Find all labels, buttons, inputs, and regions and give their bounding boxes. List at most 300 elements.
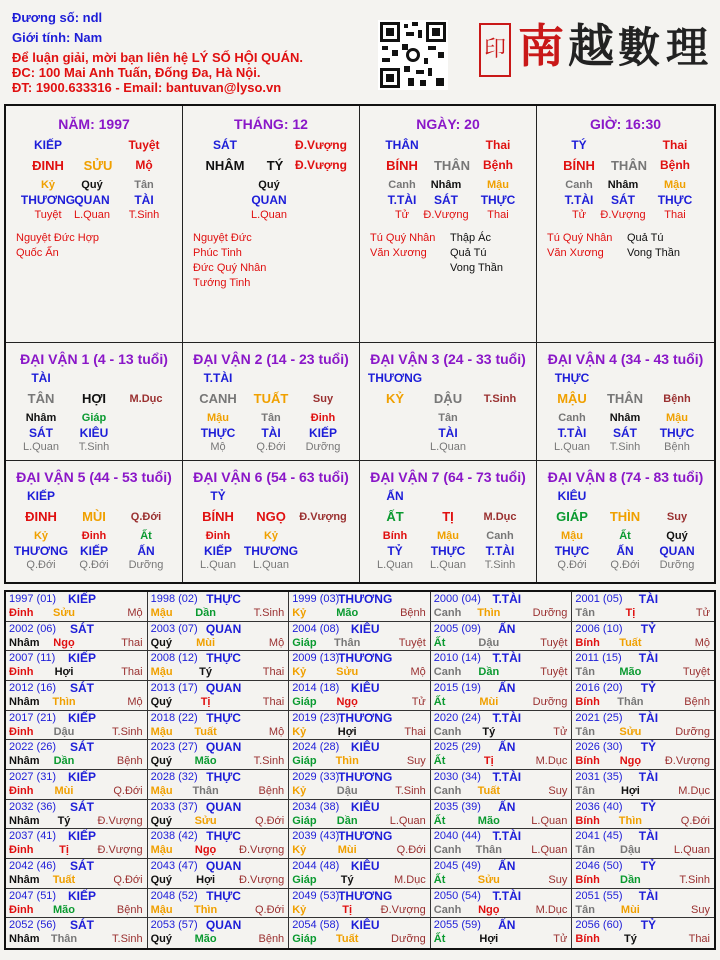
year-label: 2000 (04) [433,593,481,605]
auspicious-star: Tú Quý Nhân [547,232,613,244]
luck-ten-god: ẤN [386,489,404,503]
year-branch: Thìn [193,903,218,916]
year-ten-god: KIẾP [67,829,97,844]
address-line: ĐC: 100 Mai Anh Tuấn, Đống Đa, Hà Nội. [12,65,261,80]
pillar-title: NĂM: 1997 [58,116,130,132]
year-branch: Thân [334,636,361,649]
year-cell [431,622,573,652]
year-stem: Mậu [150,903,173,916]
year-label: 2033 (37) [150,800,198,813]
year-label: 2019 (23) [292,711,340,724]
year-branch: Mùi [337,844,357,857]
year-label: 2030 (34) [433,770,481,783]
year-branch: Sửu [194,814,217,827]
luck-hidden-ten-god: THƯƠNG [243,544,299,558]
year-cell [572,800,714,830]
qr-code-icon[interactable] [378,20,448,90]
luck-branch: THÂN [606,391,644,406]
year-ten-god: QUAN [205,918,242,933]
year-ten-god: KIÊU [350,740,380,755]
luck-title: ĐẠI VẬN 4 (34 - 43 tuổi) [547,351,704,367]
luck-ten-god: KIÊU [557,489,587,503]
luck-branch-status: T.Sinh [483,393,517,405]
luck-hidden-status: Q.Đới [610,559,640,571]
luck-ten-god: TỶ [210,489,226,503]
luck-hidden-stem: Mậu [666,412,688,424]
year-label: 2051 (55) [575,889,623,902]
year-stem: Ất [433,755,446,768]
year-cell [572,622,714,652]
year-status: Mộ [127,695,143,708]
year-cell [431,711,573,741]
year-stem: Nhâm [9,695,40,708]
luck-hidden-status: Q.Đới [557,559,587,571]
luck-hidden-stem: Ất [619,530,631,542]
year-label: 2032 (36) [9,800,57,813]
year-branch: Hợi [54,666,74,679]
year-cell [289,740,431,770]
year-ten-god: KIẾP [67,592,97,606]
year-label: 2013 (17) [150,681,198,694]
year-stem: Quý [150,695,172,708]
year-label: 2008 (12) [150,652,198,665]
year-branch: Dần [195,607,216,619]
year-stem: Tân [575,666,595,679]
luck-hidden-stem: Ất [140,530,152,542]
year-label: 2024 (28) [292,741,340,754]
luck-stem: TÂN [27,391,55,406]
luck-branch: TỊ [442,509,454,524]
year-branch: Ngọ [478,903,500,916]
luck-hidden-status: T.Sinh [78,441,110,453]
logo-char-2: 越 [568,19,614,73]
year-ten-god: TỶ [640,858,657,873]
year-stem: Ất [433,636,446,649]
year-cell [6,800,148,830]
year-ten-god: TÀI [638,592,659,606]
year-branch: Sửu [619,725,642,738]
year-status: Mộ [127,607,143,619]
year-status: T.Sinh [112,933,143,946]
luck-stem: MẬU [557,391,587,406]
pillar-ten-god-status: Thai [662,138,688,152]
year-stem: Nhâm [9,636,40,649]
year-cell [431,800,573,830]
luck-hidden-status: L.Quan [252,559,290,571]
luck-hidden-status: Mộ [210,441,226,453]
auspicious-star: Quốc Ấn [16,247,59,259]
hidden-ten-god: SÁT [434,193,458,207]
pillar-ten-god-status: Thai [485,138,511,152]
luck-hidden-status: L.Quan [429,559,467,571]
year-status: T.Sinh [679,873,710,886]
pillar-branch-status: Đ.Vượng [295,158,347,172]
pillar-branch: THÂN [433,158,471,173]
auspicious-star: Văn Xương [370,247,427,259]
luck-hidden-ten-god: ẤN [137,544,155,558]
year-branch: Thân [617,695,644,708]
year-label: 2027 (31) [9,770,57,783]
year-branch: Tuất [52,873,76,886]
year-cell [431,592,573,622]
year-status: Tử [411,695,426,708]
year-label: 2055 (59) [433,919,481,932]
year-label: 1998 (02) [150,593,198,605]
year-stem: Nhâm [9,814,40,827]
year-ten-god: THỰC [206,710,241,725]
year-branch: Sửu [336,666,359,679]
year-ten-god: QUAN [205,799,242,814]
year-status: Tuyệt [540,636,568,649]
year-stem: Mậu [150,784,173,797]
year-branch: Thìn [477,607,501,619]
luck-hidden-stem: Quý [666,530,688,542]
year-label: 2047 (51) [9,889,57,902]
year-stem: Kỷ [292,725,307,738]
luck-ten-god: THỰC [554,371,590,385]
year-ten-god: KIÊU [350,799,380,814]
luck-branch: DẬU [433,391,463,406]
luck-cell [537,461,714,582]
year-branch: Tị [483,755,494,768]
year-status: T.Sinh [253,607,285,619]
inauspicious-star: Quả Tú [450,247,487,259]
year-cell [148,740,290,770]
year-cell [572,740,714,770]
pillar-cell [6,106,183,343]
year-cell [431,829,573,859]
year-branch: Ngọ [53,636,75,649]
year-cell [6,711,148,741]
year-branch: Mão [53,903,75,916]
year-ten-god: KIÊU [350,918,380,933]
year-cell [148,918,290,948]
year-status: Suy [548,784,568,797]
year-label: 2031 (35) [575,770,623,783]
year-branch: Dần [336,814,358,827]
year-stem: Canh [433,784,462,797]
year-status: Mộ [694,636,710,649]
luck-hidden-ten-god: QUAN [659,544,695,558]
luck-branch-status: M.Dục [129,393,163,405]
pillar-branch-status: Bệnh [483,158,513,172]
year-branch: Tuất [335,933,359,946]
year-branch: Thân [475,844,502,857]
luck-stem: GIÁP [556,509,588,524]
year-branch: Sửu [52,607,76,619]
year-ten-god: T.TÀI [492,769,522,784]
year-cell [431,859,573,889]
year-cell [572,681,714,711]
year-status: Dưỡng [532,607,568,619]
year-status: Tuyệt [398,636,426,649]
year-status: Dưỡng [532,695,568,708]
luck-branch-status: Suy [312,393,334,405]
year-label: 2035 (39) [433,800,481,813]
year-stem: Kỷ [292,903,307,916]
pillar-cell [537,106,714,343]
luck-hidden-stem: Nhâm [25,412,57,424]
pillar-ten-god: SÁT [213,138,237,152]
years-grid [4,590,716,950]
year-stem: Bính [575,814,600,827]
auspicious-star: Nguyệt Đức Hợp [16,232,100,244]
year-status: Q.Đới [396,844,426,857]
year-ten-god: THƯƠNG [338,651,393,666]
pillar-stem: NHÂM [205,158,245,173]
year-status: Suy [548,873,568,886]
year-status: M.Dục [678,784,710,797]
year-cell [572,711,714,741]
year-status: Tuyệt [682,666,710,679]
year-cell [6,918,148,948]
year-cell [6,740,148,770]
hidden-stem: Tân [134,179,154,191]
year-stem: Mậu [150,666,173,679]
luck-ten-god: T.TÀI [203,371,233,385]
year-status: Thai [688,933,710,946]
year-label: 2016 (20) [575,681,623,694]
year-branch: Thân [192,784,219,797]
luck-hidden-ten-god: TÀI [438,426,458,440]
hidden-status: L.Quan [73,209,111,221]
hidden-ten-god: QUAN [251,193,287,207]
year-ten-god: THƯƠNG [338,592,393,606]
luck-title: ĐẠI VẬN 5 (44 - 53 tuổi) [16,469,172,485]
luck-hidden-stem: Canh [558,412,586,424]
year-cell [431,918,573,948]
year-ten-god: ẤN [498,858,516,873]
luck-hidden-status: Dưỡng [128,559,164,571]
pillar-branch-status: Mộ [135,158,153,172]
inauspicious-star: Thập Ác [450,232,491,244]
year-status: Dưỡng [391,933,426,946]
year-label: 2041 (45) [575,830,623,843]
hidden-ten-god: T.TÀI [387,193,417,207]
pillar-ten-god: TÝ [571,138,587,152]
luck-cell [6,343,183,461]
pillar-ten-god-status: Đ.Vượng [295,138,347,152]
year-stem: Mậu [150,844,173,857]
year-cell [572,918,714,948]
luck-hidden-status: L.Quan [376,559,414,571]
year-label: 2015 (19) [433,681,481,694]
year-branch: Thân [50,933,78,946]
brand-logo [478,10,718,80]
luck-hidden-status: Bệnh [664,441,690,453]
year-status: T.Sinh [395,784,426,797]
year-label: 2004 (08) [292,622,340,635]
luck-hidden-status: T.Sinh [609,441,641,453]
year-stem: Kỷ [292,607,307,619]
year-status: Đ.Vượng [97,844,143,857]
hidden-ten-god: QUAN [74,193,110,207]
year-cell [431,681,573,711]
year-label: 1999 (03) [292,593,340,605]
year-ten-god: TÀI [638,888,659,903]
hidden-ten-god: THỰC [657,193,693,207]
year-status: Đ.Vượng [239,844,285,857]
year-branch: Thìn [52,695,76,708]
year-cell [572,592,714,622]
year-cell [148,592,290,622]
year-stem: Giáp [292,755,317,768]
year-status: Mộ [410,666,426,679]
year-cell [6,829,148,859]
year-branch: Mão [194,933,217,946]
year-status: Thai [404,725,426,738]
year-ten-god: QUAN [205,858,242,873]
pillar-ten-god: THÂN [385,138,419,152]
year-cell [289,651,431,681]
year-cell [289,711,431,741]
pillar-cell [183,106,360,343]
year-stem: Đinh [9,844,34,857]
year-branch: Mão [336,607,359,619]
year-stem: Ất [433,814,446,827]
year-label: 2053 (57) [150,919,198,932]
year-label: 2003 (07) [150,622,198,635]
year-branch: Mùi [620,903,640,916]
year-cell [431,770,573,800]
pillar-cell [360,106,537,343]
year-status: L.Quan [531,844,568,857]
year-label: 2045 (49) [433,859,481,872]
year-stem: Nhâm [9,873,40,886]
year-ten-god: THƯƠNG [338,829,393,844]
year-branch: Hợi [337,725,357,738]
year-branch: Tị [625,607,636,619]
year-ten-god: ẤN [498,740,516,755]
year-status: L.Quan [531,814,568,827]
luck-branch-status: Đ.Vượng [299,511,347,523]
hidden-stem: Mậu [664,179,686,191]
year-status: Bệnh [258,933,285,946]
year-status: Đ.Vượng [380,903,426,916]
pillar-title: NGÀY: 20 [416,116,480,132]
year-label: 2049 (53) [292,889,340,902]
year-cell [148,859,290,889]
year-stem: Ất [433,873,446,886]
year-status: T.Sinh [112,725,143,738]
year-label: 2039 (43) [292,830,340,843]
year-ten-god: KIÊU [350,680,380,695]
year-status: Q.Đới [113,784,143,797]
year-label: 2001 (05) [575,593,623,605]
year-status: L.Quan [673,844,710,857]
year-status: M.Dục [535,903,568,916]
year-branch: Thìn [335,755,359,768]
luck-hidden-ten-god: KIẾP [203,544,233,558]
luck-title: ĐẠI VẬN 8 (74 - 83 tuổi) [547,469,704,485]
luck-hidden-ten-god: THỰC [200,426,236,440]
year-branch: Tý [482,725,496,738]
hidden-stem: Nhâm [430,179,462,191]
luck-hidden-ten-god: TỶ [387,544,403,558]
year-label: 2025 (29) [433,741,481,754]
luck-branch-status: Suy [666,511,688,523]
year-ten-god: QUAN [205,740,242,755]
year-ten-god: THƯƠNG [338,769,393,784]
year-status: Suy [406,755,426,768]
year-cell [289,622,431,652]
year-stem: Ất [433,933,446,946]
year-cell [6,770,148,800]
inauspicious-star: Vong Thần [627,247,681,259]
luck-hidden-status: Dưỡng [659,559,695,571]
logo-char-3: 數 [618,23,661,72]
year-stem: Kỷ [292,844,307,857]
luck-branch-status: M.Dục [483,511,517,523]
pillar-stem: ĐINH [32,158,64,173]
year-ten-god: QUAN [205,621,242,636]
luck-hidden-status: L.Quan [553,441,591,453]
year-stem: Giáp [292,636,317,649]
hidden-stem: Mậu [487,179,509,191]
year-status: Tử [553,933,568,946]
luck-hidden-ten-god: THỰC [659,426,695,440]
year-cell [148,622,290,652]
year-status: Q.Đới [680,814,710,827]
year-status: Bệnh [400,607,426,619]
year-status: Bệnh [258,784,285,797]
year-cell [431,740,573,770]
header [0,0,720,100]
luck-stem: ẤT [386,509,404,524]
year-label: 2012 (16) [9,681,57,694]
year-ten-god: KIẾP [67,769,97,784]
year-cell [148,681,290,711]
year-cell [148,651,290,681]
year-stem: Tân [575,607,595,619]
year-branch: Thìn [618,814,642,827]
hidden-status: Thai [487,209,509,221]
year-status: Thai [121,636,143,649]
luck-hidden-stem: Kỷ [33,530,49,542]
inauspicious-star: Quả Tú [627,232,664,244]
year-cell [572,889,714,919]
luck-title: ĐẠI VẬN 1 (4 - 13 tuổi) [20,351,168,367]
year-cell [148,770,290,800]
year-status: Mộ [268,636,285,649]
year-status: Thai [262,695,285,708]
auspicious-star: Phúc Tinh [193,247,242,259]
luck-hidden-ten-god: SÁT [613,426,637,440]
year-status: M.Dục [394,873,426,886]
year-stem: Đinh [9,725,34,738]
year-ten-god: TÀI [638,710,659,725]
luck-cell [6,461,183,582]
year-branch: Mão [194,755,217,768]
year-label: 2017 (21) [9,711,57,724]
luck-hidden-stem: Bính [382,530,408,542]
year-label: 2022 (26) [9,741,57,754]
year-label: 2026 (30) [575,741,623,754]
year-label: 2038 (42) [150,830,198,843]
year-stem: Bính [575,933,600,946]
year-ten-god: TỶ [640,621,657,636]
year-label: 2042 (46) [9,859,57,872]
year-status: T.Sinh [253,755,285,768]
year-ten-god: ẤN [498,918,516,933]
year-stem: Ất [433,695,446,708]
year-cell [289,800,431,830]
year-branch: Tuất [477,784,500,797]
year-status: Đ.Vượng [239,873,285,886]
year-status: L.Quan [389,814,426,827]
year-branch: Hợi [479,933,499,946]
year-stem: Canh [433,607,462,619]
